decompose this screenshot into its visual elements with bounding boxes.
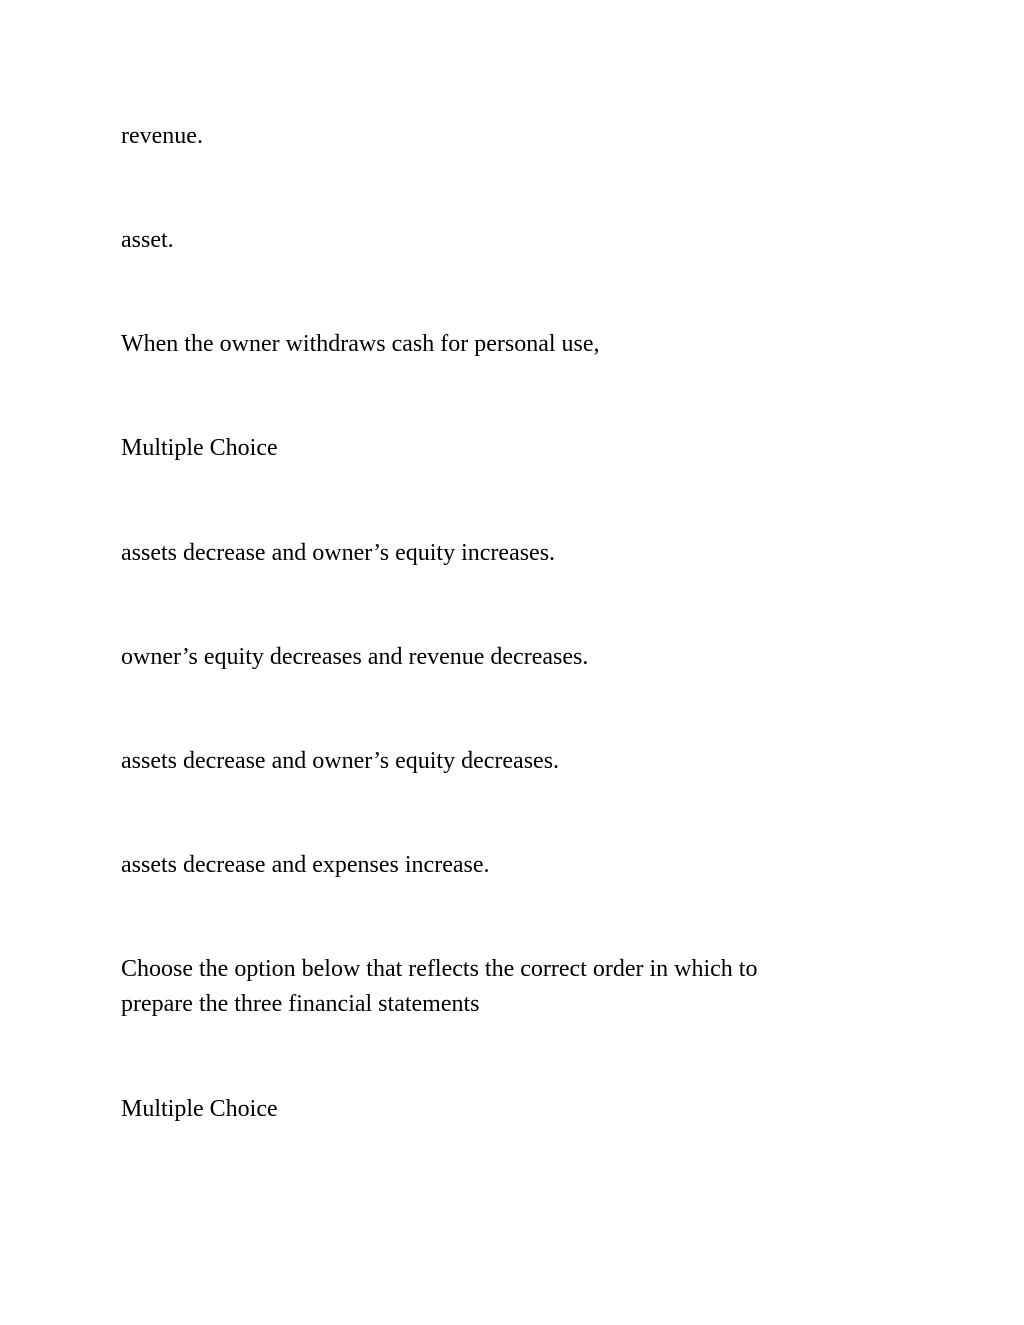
multiple-choice-label-2: Multiple Choice <box>121 1096 278 1122</box>
option-text-asset: asset. <box>121 227 174 253</box>
option-text-revenue: revenue. <box>121 123 203 149</box>
option-a: assets decrease and owner’s equity increases. <box>121 540 556 566</box>
multiple-choice-label: Multiple Choice <box>121 435 278 461</box>
question-owner-withdraws: When the owner withdraws cash for personal use, <box>121 331 600 357</box>
option-b: owner’s equity decreases and revenue decreases. <box>121 644 589 670</box>
question-financial-statements-line-2: prepare the three financial statements <box>121 991 480 1017</box>
option-c: assets decrease and owner’s equity decreases. <box>121 748 560 774</box>
question-financial-statements-line-1: Choose the option below that reflects the correct order in which to <box>121 956 758 982</box>
option-d: assets decrease and expenses increase. <box>121 852 490 878</box>
